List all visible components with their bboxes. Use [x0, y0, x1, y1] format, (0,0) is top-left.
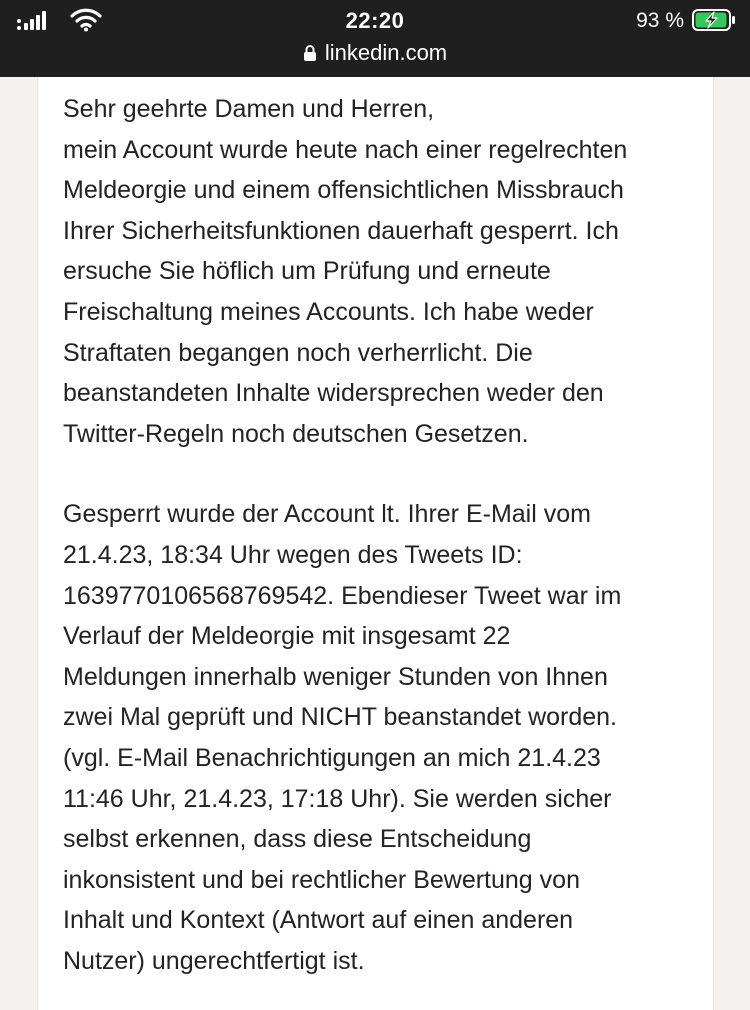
message-card: [37, 77, 714, 1010]
status-bar: [0, 0, 750, 77]
clock-time: 22:20: [345, 8, 405, 33]
lock-icon: [303, 41, 317, 55]
url-text: linkedin.com: [324, 40, 448, 65]
address-bar[interactable]: [0, 40, 750, 66]
message-body: [63, 89, 703, 981]
paragraph-details: Gesperrt wurde der Account lt. Ihrer E-Mail vom 21.4.23, 18:34 Uhr wegen des Tweets ID: 1639770106568769542. Ebendieser Tweet war im Verlauf der Meldeorgie mit insgesamt 22 Meldungen innerhalb weniger Stunden von Ihnen zwei Mal geprüft und NICHT beanstandet worden. (vgl. E-Mail Benachrichtigungen an mich 21.4.23 11:46 Uhr, 21.4.23, 17:18 Uhr). Sie werden sicher selbst erkennen, dass diese Entscheidung inkonsistent und bei rechtlicher Bewertung von Inhalt und Kontext (Antwort auf einen anderen Nutzer) ungerechtfertigt ist.: [63, 500, 622, 975]
battery-percentage: 93 %: [636, 9, 684, 32]
battery-charging-icon: [692, 9, 736, 31]
paragraph-greeting-request: Sehr geehrte Damen und Herren, mein Account wurde heute nach einer regelrechten Meldeorgie und einem offensichtlichen Missbrauch Ihrer Sicherheitsfunktionen dauerhaft gesperrt. Ich ersuche Sie höflich um Prüfung und erneute Freischaltung meines Accounts. Ich habe weder Straftaten begangen noch verherrlicht. Die beanstandeten Inhalte widersprechen weder den Twitter-Regeln noch deutschen Gesetzen.: [63, 95, 628, 448]
paragraph-spacer: [63, 454, 703, 494]
